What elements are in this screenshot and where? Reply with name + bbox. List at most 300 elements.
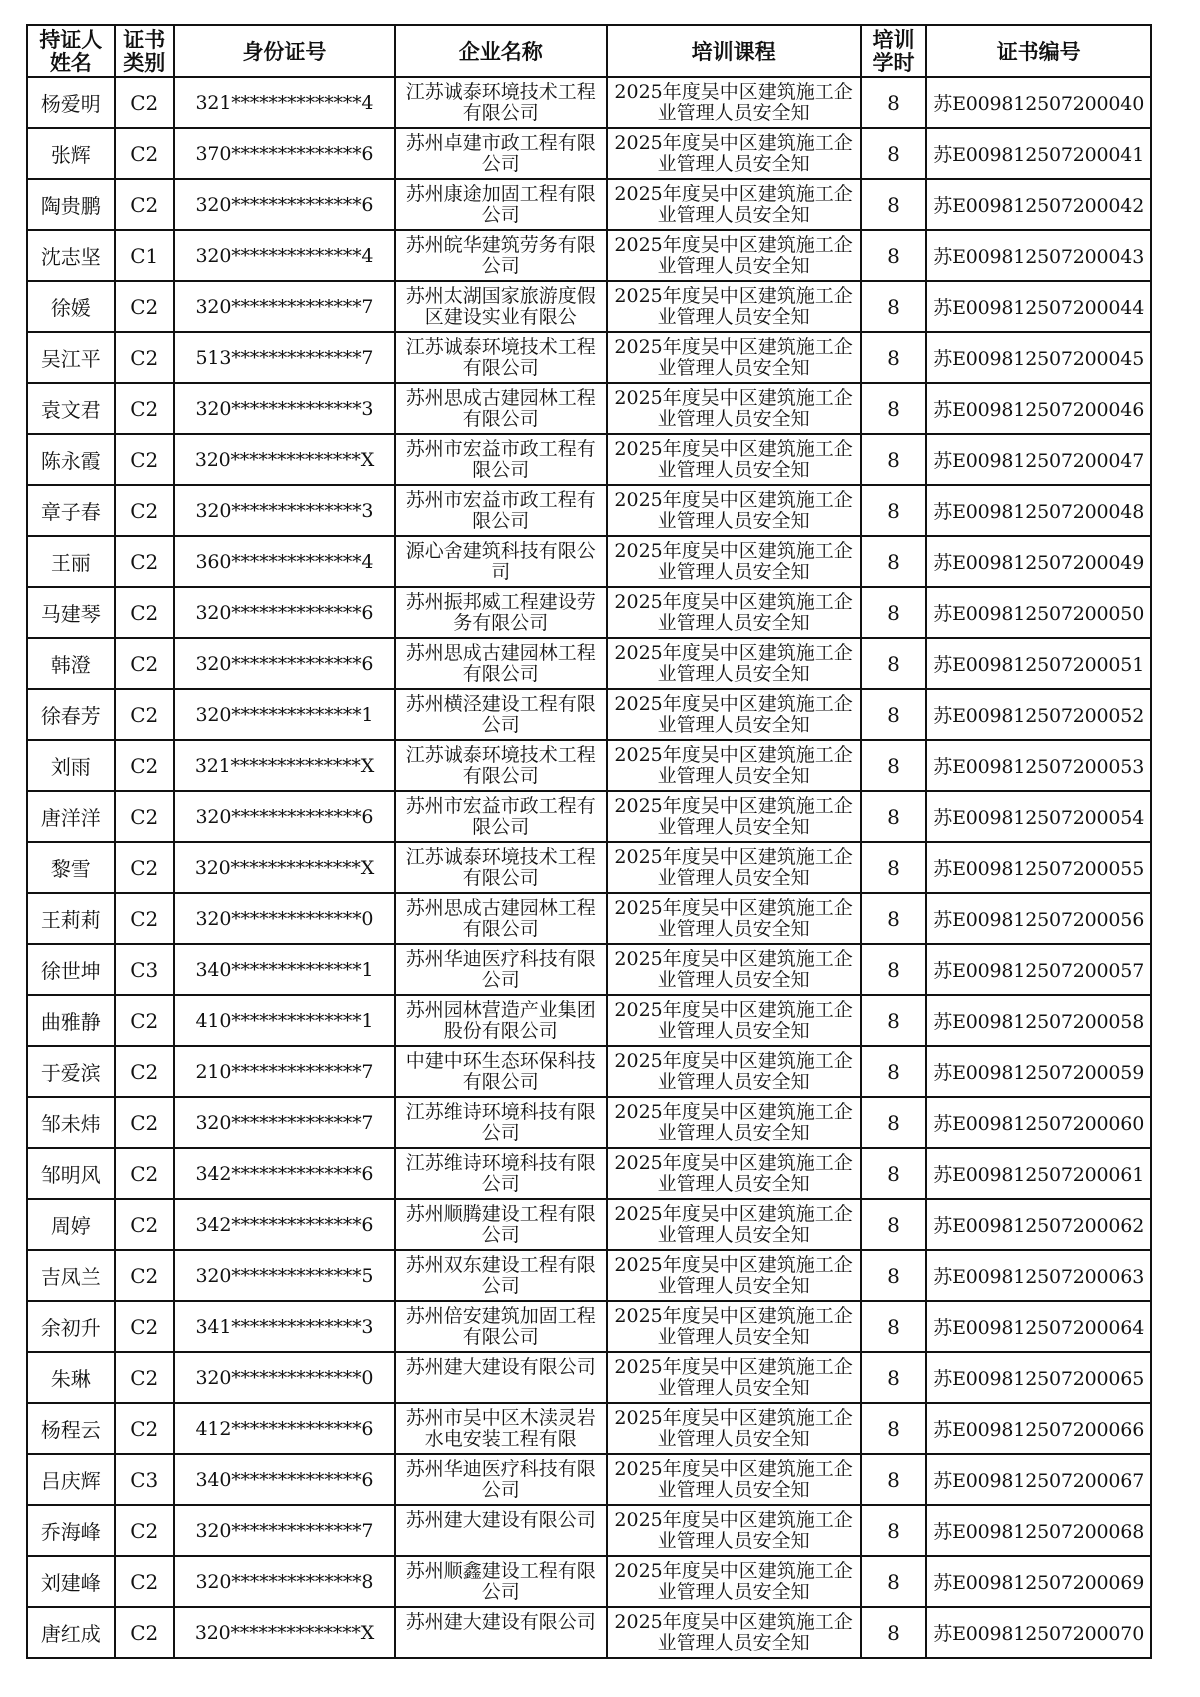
header-course [607, 25, 861, 77]
cell-name: 邹未炜 [27, 1097, 115, 1148]
table-row [27, 1097, 1151, 1148]
cell-id-number: 320**************8 [174, 1556, 395, 1607]
cell-course-text: 2025年度吴中区建筑施工企业管理人员安全知 [614, 693, 853, 736]
cell-course-text: 2025年度吴中区建筑施工企业管理人员安全知 [614, 795, 853, 838]
cell-course-text: 2025年度吴中区建筑施工企业管理人员安全知 [614, 489, 853, 532]
cell-course-text: 2025年度吴中区建筑施工企业管理人员安全知 [614, 1458, 853, 1501]
cell-hours: 8 [861, 1454, 927, 1505]
cell-company [395, 740, 606, 791]
cell-name: 余初升 [27, 1301, 115, 1352]
cell-cert-no: 苏E009812507200058 [926, 995, 1151, 1046]
cell-course [607, 1046, 861, 1097]
table-row [27, 638, 1151, 689]
cell-hours: 8 [861, 1301, 927, 1352]
cell-category: C2 [115, 383, 174, 434]
cell-company [395, 485, 606, 536]
cell-company [395, 1505, 606, 1556]
cell-company-text: 苏州思成古建园林工程有限公司 [405, 642, 596, 685]
header-hours [861, 25, 927, 77]
cell-name: 章子春 [27, 485, 115, 536]
cell-company-text: 苏州思成古建园林工程有限公司 [405, 897, 596, 940]
cell-id-number: 320**************3 [174, 485, 395, 536]
cell-hours: 8 [861, 332, 927, 383]
cell-name: 唐洋洋 [27, 791, 115, 842]
cell-category: C2 [115, 791, 174, 842]
cell-hours: 8 [861, 536, 927, 587]
cell-course [607, 332, 861, 383]
cell-cert-no: 苏E009812507200040 [926, 77, 1151, 128]
cell-category: C2 [115, 77, 174, 128]
cell-hours: 8 [861, 77, 927, 128]
cell-name: 朱琳 [27, 1352, 115, 1403]
table-row [27, 383, 1151, 434]
cell-course [607, 1607, 861, 1658]
cell-category: C1 [115, 230, 174, 281]
cell-course [607, 383, 861, 434]
cell-company-text: 苏州思成古建园林工程有限公司 [405, 387, 596, 430]
cell-name: 徐春芳 [27, 689, 115, 740]
cell-id-number: 320**************4 [174, 230, 395, 281]
cell-course-text: 2025年度吴中区建筑施工企业管理人员安全知 [614, 336, 853, 379]
cell-course [607, 944, 861, 995]
cell-course [607, 485, 861, 536]
cell-hours: 8 [861, 1097, 927, 1148]
cell-id-number: 513**************7 [174, 332, 395, 383]
table-row [27, 842, 1151, 893]
cell-category: C2 [115, 1607, 174, 1658]
cell-hours: 8 [861, 1556, 927, 1607]
cell-cert-no: 苏E009812507200047 [926, 434, 1151, 485]
cell-course-text: 2025年度吴中区建筑施工企业管理人员安全知 [614, 285, 853, 328]
cell-category: C2 [115, 1301, 174, 1352]
cell-id-number: 320**************7 [174, 281, 395, 332]
cell-id-number: 320**************0 [174, 1352, 395, 1403]
header-category-line2: 类别 [123, 50, 166, 75]
table-row [27, 1607, 1151, 1658]
table-row [27, 1250, 1151, 1301]
cell-id-number: 340**************6 [174, 1454, 395, 1505]
cell-company-text: 苏州建大建设有限公司 [405, 1356, 596, 1378]
cell-company-text: 苏州倍安建筑加固工程有限公司 [405, 1305, 596, 1348]
cell-company-text: 江苏诚泰环境技术工程有限公司 [405, 336, 596, 379]
cell-company [395, 1556, 606, 1607]
cell-cert-no: 苏E009812507200053 [926, 740, 1151, 791]
cell-name: 周婷 [27, 1199, 115, 1250]
cell-id-number: 320**************1 [174, 689, 395, 740]
cell-course-text: 2025年度吴中区建筑施工企业管理人员安全知 [614, 1356, 853, 1399]
table-row [27, 893, 1151, 944]
cell-hours: 8 [861, 1352, 927, 1403]
cell-hours: 8 [861, 587, 927, 638]
cell-hours: 8 [861, 281, 927, 332]
cell-id-number: 320**************6 [174, 179, 395, 230]
cell-company [395, 281, 606, 332]
cell-course-text: 2025年度吴中区建筑施工企业管理人员安全知 [614, 132, 853, 175]
cell-id-number: 320**************7 [174, 1505, 395, 1556]
cell-id-number: 210**************7 [174, 1046, 395, 1097]
cell-id-number: 410**************1 [174, 995, 395, 1046]
cell-cert-no: 苏E009812507200068 [926, 1505, 1151, 1556]
cell-cert-no: 苏E009812507200063 [926, 1250, 1151, 1301]
cell-id-number: 320**************0 [174, 893, 395, 944]
cell-name: 杨爱明 [27, 77, 115, 128]
cell-course [607, 1148, 861, 1199]
cell-course [607, 1454, 861, 1505]
cell-company [395, 791, 606, 842]
cell-name: 吕庆辉 [27, 1454, 115, 1505]
cell-company [395, 1148, 606, 1199]
cell-hours: 8 [861, 995, 927, 1046]
header-cert-no [926, 25, 1151, 77]
cell-name: 王丽 [27, 536, 115, 587]
cell-name: 邹明风 [27, 1148, 115, 1199]
cell-name: 乔海峰 [27, 1505, 115, 1556]
cell-category: C2 [115, 638, 174, 689]
cell-course [607, 281, 861, 332]
cell-company-text: 江苏诚泰环境技术工程有限公司 [405, 81, 596, 124]
cell-id-number: 320**************X [174, 434, 395, 485]
cell-cert-no: 苏E009812507200064 [926, 1301, 1151, 1352]
table-row [27, 689, 1151, 740]
cell-cert-no: 苏E009812507200062 [926, 1199, 1151, 1250]
cell-id-number: 342**************6 [174, 1199, 395, 1250]
cell-course [607, 791, 861, 842]
cell-name: 徐世坤 [27, 944, 115, 995]
cell-hours: 8 [861, 128, 927, 179]
cell-course [607, 536, 861, 587]
cell-company [395, 179, 606, 230]
table-row [27, 434, 1151, 485]
cell-company-text: 苏州皖华建筑劳务有限公司 [405, 234, 596, 277]
cell-course-text: 2025年度吴中区建筑施工企业管理人员安全知 [614, 183, 853, 226]
cell-company [395, 77, 606, 128]
cell-company-text: 苏州园林营造产业集团股份有限公司 [405, 999, 596, 1042]
cell-name: 张辉 [27, 128, 115, 179]
cell-cert-no: 苏E009812507200066 [926, 1403, 1151, 1454]
cell-cert-no: 苏E009812507200045 [926, 332, 1151, 383]
cell-company-text: 苏州顺腾建设工程有限公司 [405, 1203, 596, 1246]
cell-name: 陶贵鹏 [27, 179, 115, 230]
cell-course-text: 2025年度吴中区建筑施工企业管理人员安全知 [614, 1254, 853, 1297]
cell-company-text: 苏州振邦威工程建设劳务有限公司 [405, 591, 596, 634]
cell-name: 吉凤兰 [27, 1250, 115, 1301]
header-name-line1: 持证人 [39, 27, 103, 52]
table-row [27, 1505, 1151, 1556]
cell-name: 杨程云 [27, 1403, 115, 1454]
cell-course [607, 893, 861, 944]
cell-course [607, 995, 861, 1046]
cell-id-number: 321**************X [174, 740, 395, 791]
cell-company [395, 332, 606, 383]
header-hours-line1: 培训 [872, 27, 915, 52]
cell-course-text: 2025年度吴中区建筑施工企业管理人员安全知 [614, 948, 853, 991]
cell-cert-no: 苏E009812507200051 [926, 638, 1151, 689]
cell-cert-no: 苏E009812507200043 [926, 230, 1151, 281]
cell-category: C2 [115, 1199, 174, 1250]
cell-category: C2 [115, 587, 174, 638]
cell-company [395, 383, 606, 434]
cell-cert-no: 苏E009812507200050 [926, 587, 1151, 638]
cell-company [395, 587, 606, 638]
cell-course [607, 842, 861, 893]
cell-company [395, 893, 606, 944]
cell-company [395, 842, 606, 893]
cell-hours: 8 [861, 791, 927, 842]
table-row [27, 791, 1151, 842]
cell-cert-no: 苏E009812507200069 [926, 1556, 1151, 1607]
cell-company-text: 江苏维诗环境科技有限公司 [405, 1152, 596, 1195]
certificate-table [26, 24, 1152, 1659]
cell-cert-no: 苏E009812507200061 [926, 1148, 1151, 1199]
header-hours-line2: 学时 [872, 50, 915, 75]
cell-id-number: 320**************6 [174, 638, 395, 689]
cell-category: C2 [115, 281, 174, 332]
cell-hours: 8 [861, 179, 927, 230]
cell-company [395, 1250, 606, 1301]
cell-course [607, 1301, 861, 1352]
cell-company [395, 434, 606, 485]
cell-id-number: 341**************3 [174, 1301, 395, 1352]
cell-company-text: 苏州市吴中区木渎灵岩水电安装工程有限 [405, 1407, 596, 1450]
header-course-label: 培训课程 [691, 38, 776, 64]
cell-id-number: 320**************X [174, 1607, 395, 1658]
table-row [27, 1556, 1151, 1607]
header-id-number [174, 25, 395, 77]
cell-course [607, 1556, 861, 1607]
cell-cert-no: 苏E009812507200049 [926, 536, 1151, 587]
cell-company-text: 苏州建大建设有限公司 [405, 1509, 596, 1531]
cell-course [607, 1250, 861, 1301]
cell-category: C2 [115, 842, 174, 893]
cell-hours: 8 [861, 230, 927, 281]
cell-category: C2 [115, 536, 174, 587]
table-body [27, 77, 1151, 1658]
cell-category: C2 [115, 1250, 174, 1301]
cell-category: C2 [115, 893, 174, 944]
cell-id-number: 370**************6 [174, 128, 395, 179]
cell-category: C2 [115, 128, 174, 179]
cell-course-text: 2025年度吴中区建筑施工企业管理人员安全知 [614, 1203, 853, 1246]
cell-cert-no: 苏E009812507200059 [926, 1046, 1151, 1097]
cell-course-text: 2025年度吴中区建筑施工企业管理人员安全知 [614, 1611, 853, 1654]
cell-hours: 8 [861, 842, 927, 893]
header-category-line1: 证书 [123, 27, 166, 52]
cell-course [607, 587, 861, 638]
header-company-label: 企业名称 [458, 38, 543, 64]
table-row [27, 230, 1151, 281]
cell-company-text: 苏州市宏益市政工程有限公司 [405, 489, 596, 532]
cell-company [395, 536, 606, 587]
cell-category: C2 [115, 434, 174, 485]
cell-hours: 8 [861, 893, 927, 944]
header-category [115, 25, 174, 77]
cell-company [395, 689, 606, 740]
header-cert-no-label: 证书编号 [996, 38, 1081, 64]
cell-course-text: 2025年度吴中区建筑施工企业管理人员安全知 [614, 1101, 853, 1144]
cell-course [607, 128, 861, 179]
cell-cert-no: 苏E009812507200060 [926, 1097, 1151, 1148]
cell-category: C2 [115, 1097, 174, 1148]
cell-hours: 8 [861, 383, 927, 434]
cell-course [607, 1199, 861, 1250]
cell-id-number: 342**************6 [174, 1148, 395, 1199]
cell-category: C2 [115, 689, 174, 740]
cell-name: 韩澄 [27, 638, 115, 689]
table-row [27, 1403, 1151, 1454]
cell-company-text: 苏州建大建设有限公司 [405, 1611, 596, 1633]
table-row [27, 1148, 1151, 1199]
cell-id-number: 320**************3 [174, 383, 395, 434]
cell-category: C2 [115, 332, 174, 383]
cell-course [607, 230, 861, 281]
cell-category: C2 [115, 1403, 174, 1454]
cell-category: C2 [115, 485, 174, 536]
cell-company [395, 1301, 606, 1352]
header-company [395, 25, 606, 77]
table-row [27, 332, 1151, 383]
cell-id-number: 412**************6 [174, 1403, 395, 1454]
cell-cert-no: 苏E009812507200056 [926, 893, 1151, 944]
cell-course-text: 2025年度吴中区建筑施工企业管理人员安全知 [614, 1560, 853, 1603]
cell-cert-no: 苏E009812507200044 [926, 281, 1151, 332]
cell-company-text: 江苏诚泰环境技术工程有限公司 [405, 846, 596, 889]
table-row [27, 128, 1151, 179]
cell-course-text: 2025年度吴中区建筑施工企业管理人员安全知 [614, 897, 853, 940]
cell-company-text: 苏州华迪医疗科技有限公司 [405, 1458, 596, 1501]
cell-category: C2 [115, 740, 174, 791]
cell-company [395, 1607, 606, 1658]
cell-hours: 8 [861, 1403, 927, 1454]
cell-course [607, 1403, 861, 1454]
cell-name: 袁文君 [27, 383, 115, 434]
cell-category: C2 [115, 995, 174, 1046]
cell-id-number: 320**************X [174, 842, 395, 893]
cell-id-number: 320**************6 [174, 791, 395, 842]
table-row [27, 1352, 1151, 1403]
cell-company [395, 1046, 606, 1097]
cell-cert-no: 苏E009812507200055 [926, 842, 1151, 893]
cell-course-text: 2025年度吴中区建筑施工企业管理人员安全知 [614, 1050, 853, 1093]
cell-cert-no: 苏E009812507200057 [926, 944, 1151, 995]
cell-name: 马建琴 [27, 587, 115, 638]
cell-category: C3 [115, 944, 174, 995]
cell-name: 唐红成 [27, 1607, 115, 1658]
cell-category: C2 [115, 1505, 174, 1556]
table-row [27, 485, 1151, 536]
table-row [27, 281, 1151, 332]
cell-id-number: 320**************7 [174, 1097, 395, 1148]
cell-hours: 8 [861, 1046, 927, 1097]
header-row [27, 25, 1151, 77]
cell-company [395, 995, 606, 1046]
cell-company-text: 苏州康途加固工程有限公司 [405, 183, 596, 226]
cell-id-number: 320**************6 [174, 587, 395, 638]
cell-company-text: 江苏诚泰环境技术工程有限公司 [405, 744, 596, 787]
cell-hours: 8 [861, 1250, 927, 1301]
cell-course-text: 2025年度吴中区建筑施工企业管理人员安全知 [614, 1152, 853, 1195]
cell-company-text: 江苏维诗环境科技有限公司 [405, 1101, 596, 1144]
table-row [27, 587, 1151, 638]
table-row [27, 179, 1151, 230]
table-row [27, 1454, 1151, 1505]
cell-course-text: 2025年度吴中区建筑施工企业管理人员安全知 [614, 846, 853, 889]
cell-company-text: 苏州市宏益市政工程有限公司 [405, 795, 596, 838]
cell-company-text: 苏州卓建市政工程有限公司 [405, 132, 596, 175]
cell-id-number: 321**************4 [174, 77, 395, 128]
cell-cert-no: 苏E009812507200065 [926, 1352, 1151, 1403]
cell-company-text: 苏州双东建设工程有限公司 [405, 1254, 596, 1297]
cell-cert-no: 苏E009812507200041 [926, 128, 1151, 179]
cell-course-text: 2025年度吴中区建筑施工企业管理人员安全知 [614, 438, 853, 481]
cell-company [395, 944, 606, 995]
cell-hours: 8 [861, 1607, 927, 1658]
cell-name: 吴江平 [27, 332, 115, 383]
cell-company [395, 1097, 606, 1148]
cell-hours: 8 [861, 485, 927, 536]
cell-hours: 8 [861, 1148, 927, 1199]
cell-category: C2 [115, 1352, 174, 1403]
cell-course [607, 1097, 861, 1148]
cell-hours: 8 [861, 740, 927, 791]
cell-name: 黎雪 [27, 842, 115, 893]
cell-company-text: 苏州太湖国家旅游度假区建设实业有限公 [405, 285, 596, 328]
cell-company [395, 1199, 606, 1250]
cell-name: 徐媛 [27, 281, 115, 332]
cell-company-text: 苏州顺鑫建设工程有限公司 [405, 1560, 596, 1603]
cell-company [395, 1352, 606, 1403]
cell-category: C2 [115, 1556, 174, 1607]
cell-company-text: 苏州横泾建设工程有限公司 [405, 693, 596, 736]
table-row [27, 77, 1151, 128]
cell-name: 曲雅静 [27, 995, 115, 1046]
cell-name: 于爱滨 [27, 1046, 115, 1097]
cell-course-text: 2025年度吴中区建筑施工企业管理人员安全知 [614, 744, 853, 787]
table-row [27, 536, 1151, 587]
cell-course-text: 2025年度吴中区建筑施工企业管理人员安全知 [614, 591, 853, 634]
cell-name: 刘雨 [27, 740, 115, 791]
cell-company [395, 1403, 606, 1454]
cell-cert-no: 苏E009812507200046 [926, 383, 1151, 434]
cell-name: 王莉莉 [27, 893, 115, 944]
header-name [27, 25, 115, 77]
cell-cert-no: 苏E009812507200067 [926, 1454, 1151, 1505]
cell-hours: 8 [861, 944, 927, 995]
table-row [27, 1199, 1151, 1250]
cell-course-text: 2025年度吴中区建筑施工企业管理人员安全知 [614, 234, 853, 277]
table-row [27, 944, 1151, 995]
cell-category: C2 [115, 179, 174, 230]
cell-hours: 8 [861, 1199, 927, 1250]
cell-cert-no: 苏E009812507200070 [926, 1607, 1151, 1658]
cell-category: C2 [115, 1046, 174, 1097]
cell-company-text: 源心舍建筑科技有限公司 [405, 540, 596, 583]
cell-course [607, 1505, 861, 1556]
cell-cert-no: 苏E009812507200042 [926, 179, 1151, 230]
cell-course [607, 77, 861, 128]
cell-id-number: 340**************1 [174, 944, 395, 995]
cell-course-text: 2025年度吴中区建筑施工企业管理人员安全知 [614, 1509, 853, 1552]
header-name-line2: 姓名 [49, 50, 92, 75]
cell-name: 刘建峰 [27, 1556, 115, 1607]
cell-company-text: 苏州华迪医疗科技有限公司 [405, 948, 596, 991]
cell-hours: 8 [861, 434, 927, 485]
table-row [27, 1046, 1151, 1097]
cell-company-text: 中建中环生态环保科技有限公司 [405, 1050, 596, 1093]
cell-name: 沈志坚 [27, 230, 115, 281]
cell-course-text: 2025年度吴中区建筑施工企业管理人员安全知 [614, 642, 853, 685]
cell-hours: 8 [861, 689, 927, 740]
cell-course-text: 2025年度吴中区建筑施工企业管理人员安全知 [614, 999, 853, 1042]
